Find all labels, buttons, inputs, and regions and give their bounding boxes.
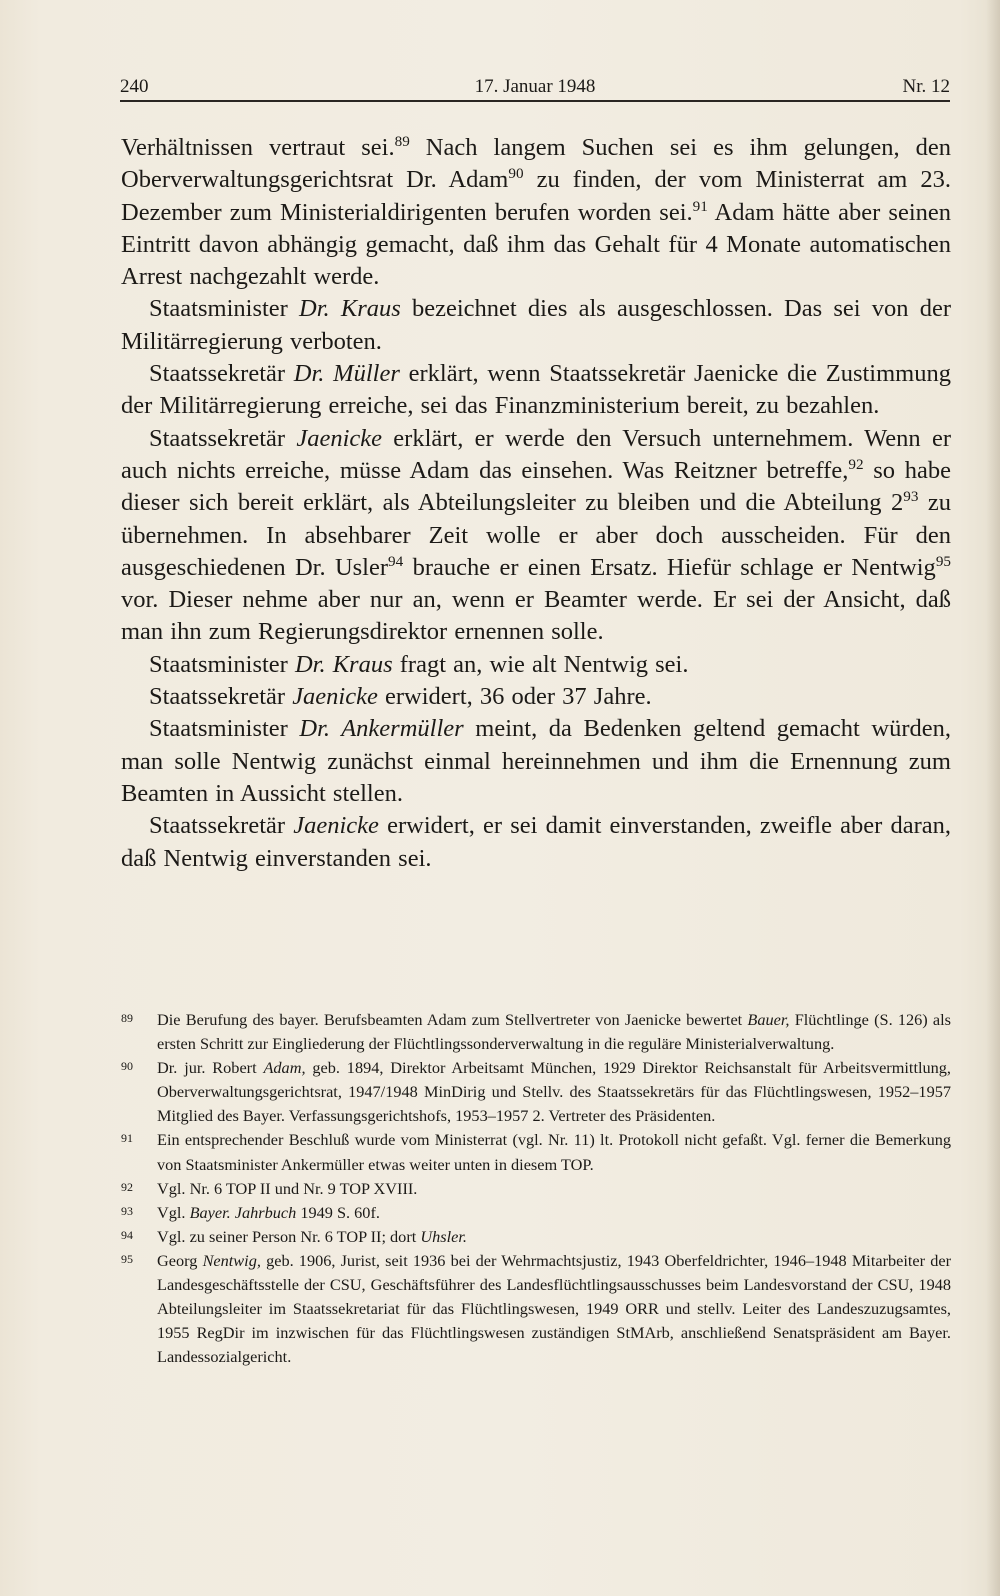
footnote xyxy=(121,1128,951,1176)
italic-name: Dr. Müller xyxy=(293,360,400,388)
text-run: geb. 1906, Jurist, seit 1936 bei der Wehrmachtsjustiz, 1943 Oberfeldrichter, 1946–1948 Mitarbeiter der Landesgeschäftsstelle der CSU, Geschäftsführer des Landesflüchtlingsausschusses beim Landesvorstand der CSU, 1948 Abteilungsleiter im Staatssekretariat für das Flüchtlingswesen, 1949 ORR und stellv. Leiter des Landeszuzugsamtes, 1955 RegDir im inzwischen für das Flüchtlingswesen zuständigen StMArb, anschließend Senatspräsident am Bayer. Landessozialgericht. xyxy=(157,1250,951,1367)
italic-name: Adam, xyxy=(263,1058,306,1078)
footnote xyxy=(121,1056,951,1128)
header-rule xyxy=(120,100,950,102)
footnote xyxy=(121,1201,951,1225)
paragraph xyxy=(121,423,951,649)
paragraph xyxy=(121,132,951,293)
page-number: 240 xyxy=(120,76,149,97)
running-header xyxy=(120,70,950,100)
italic-name: Jaenicke xyxy=(296,424,383,452)
footnote-ref: 92 xyxy=(848,455,864,473)
text-run: bezeichnet dies als ausgeschlossen. Das sei von der Militärregierung verboten. xyxy=(121,295,951,355)
footnote-text xyxy=(157,1177,951,1201)
footnote xyxy=(121,1008,951,1056)
text-run: Staatssekretär xyxy=(149,424,297,452)
text-run: meint, da Bedenken geltend gemacht würden, man solle Nentwig zunächst einmal hereinnehmen und ihm die Ernennung zum Beamten in Aussicht stellen. xyxy=(121,715,951,807)
text-run: erwidert, 36 oder 37 Jahre. xyxy=(377,683,652,711)
footnote-ref: 90 xyxy=(508,165,524,183)
italic-name: Uhsler. xyxy=(420,1226,467,1246)
text-run: Georg xyxy=(157,1250,203,1270)
paragraph xyxy=(121,713,951,810)
text-run: geb. 1894, Direktor Arbeitsamt München, 1929 Direktor Reichsanstalt für Arbeitsvermittlung, Oberverwaltungsgerichtsrat, 1947/1948 MinDirig und Stellv. des Staatssekretärs für das Flüchtlingswesen, 1952–1957 Mitglied des Bayer. Verfassungsgerichtshofs, 1953–1957 2. Vertreter des Präsidenten. xyxy=(157,1058,951,1126)
text-run: Staatsminister xyxy=(149,715,300,743)
footnote-ref: 93 xyxy=(903,488,919,506)
italic-name: Jaenicke xyxy=(292,683,378,711)
italic-name: Bauer, xyxy=(747,1010,790,1029)
text-run: fragt an, wie alt Nentwig sei. xyxy=(392,650,689,678)
footnote-number: 95 xyxy=(121,1251,133,1266)
text-run: Vgl. xyxy=(157,1202,190,1222)
text-run: Nach langem Suchen sei es ihm gelungen, den Oberverwaltungsgerichtsrat Dr. Adam xyxy=(121,134,951,194)
footnote-number: 91 xyxy=(121,1131,133,1146)
paragraph xyxy=(121,810,951,875)
footnote-number: 92 xyxy=(121,1179,133,1194)
text-run: zu übernehmen. In absehbarer Zeit wolle er aber doch ausscheiden. Für den ausgeschiedenen Dr. Usler xyxy=(121,489,952,581)
italic-name: Dr. Ankermüller xyxy=(299,715,464,743)
text-run: Flüchtlinge (S. 126) als ersten Schritt zur Eingliederung der Flüchtlingssonderverwaltung in die reguläre Ministerialverwaltung. xyxy=(157,1010,952,1054)
footnote-text xyxy=(157,1128,951,1176)
footnotes xyxy=(121,1008,951,1369)
italic-name: Bayer. Jahrbuch xyxy=(189,1202,297,1222)
main-text xyxy=(121,132,951,875)
footnote-ref: 91 xyxy=(692,197,708,215)
header-date: 17. Januar 1948 xyxy=(474,76,596,97)
footnote-text xyxy=(157,1249,951,1369)
text-run: Die Berufung des bayer. Berufsbeamten Adam zum Stellvertreter von Jaenicke bewertet xyxy=(157,1010,748,1029)
footnote-ref: 89 xyxy=(394,132,410,150)
italic-name: Dr. Kraus xyxy=(294,650,393,678)
text-run: Staatsminister xyxy=(149,295,300,323)
text-run: Staatssekretär xyxy=(149,812,294,840)
footnote-text xyxy=(157,1201,951,1225)
text-run: Adam hätte aber seinen Eintritt davon abhängig gemacht, daß ihm das Gehalt für 4 Monate automatischen Arrest nachgezahlt werde. xyxy=(121,198,951,291)
text-run: Vgl. Nr. 6 TOP II und Nr. 9 TOP XVIII. xyxy=(157,1178,418,1198)
text-run: brauche er einen Ersatz. Hiefür schlage er Nentwig xyxy=(403,553,936,581)
footnote-number: 89 xyxy=(121,1011,133,1025)
paragraph xyxy=(121,293,951,358)
text-run: erklärt, wenn Staatssekretär Jaenicke die Zustimmung der Militärregierung erreiche, sei das Finanzministerium bereit, zu bezahlen. xyxy=(121,360,951,420)
text-run: zu finden, der vom Ministerrat am 23. Dezember zum Ministerialdirigenten berufen worden sei. xyxy=(121,166,951,226)
text-run: Staatsminister xyxy=(149,650,295,678)
page-edge-shadow xyxy=(986,0,1000,1596)
text-run: Staatssekretär xyxy=(149,360,294,388)
footnote xyxy=(121,1249,951,1369)
document-number: Nr. 12 xyxy=(902,76,950,97)
text-run: erklärt, er werde den Versuch unternehmem. Wenn er auch nichts erreiche, müsse Adam das einsehen. Was Reitzner betreffe, xyxy=(121,424,951,484)
footnote-ref: 94 xyxy=(388,552,404,570)
footnote-text xyxy=(157,1008,951,1056)
text-run: 1949 S. 60f. xyxy=(296,1202,380,1222)
paragraph xyxy=(121,358,951,423)
text-run: vor. Dieser nehme aber nur an, wenn er Beamter werde. Er sei der Ansicht, daß man ihn zum Regierungsdirektor ernennen solle. xyxy=(121,586,951,646)
footnote xyxy=(121,1225,951,1249)
footnote-text xyxy=(157,1056,951,1128)
paragraph xyxy=(121,681,951,713)
italic-name: Nentwig, xyxy=(202,1250,261,1270)
text-run: Ein entsprechender Beschluß wurde vom Ministerrat (vgl. Nr. 11) lt. Protokoll nicht gefaßt. Vgl. ferner die Bemerkung von Staatsminister Ankermüller etwas weiter unten in diesem TOP. xyxy=(157,1130,951,1174)
text-run: Dr. jur. Robert xyxy=(157,1058,264,1078)
footnote-number: 94 xyxy=(121,1227,133,1242)
paragraph xyxy=(121,649,951,681)
footnote-number: 93 xyxy=(121,1203,133,1218)
footnote-text xyxy=(157,1225,951,1249)
italic-name: Jaenicke xyxy=(293,812,379,840)
text-run: Verhältnissen vertraut sei. xyxy=(121,134,395,161)
text-run: so habe dieser sich bereit erklärt, als Abteilungsleiter zu bleiben und die Abteilung 2 xyxy=(121,456,951,517)
footnote-number: 90 xyxy=(121,1059,133,1074)
text-run: Vgl. zu seiner Person Nr. 6 TOP II; dort xyxy=(157,1226,421,1246)
italic-name: Dr. Kraus xyxy=(299,295,401,323)
footnote-ref: 95 xyxy=(935,552,951,570)
text-run: erwidert, er sei damit einverstanden, zweifle aber daran, daß Nentwig einverstanden sei. xyxy=(121,812,952,872)
footnote xyxy=(121,1177,951,1201)
text-run: Staatssekretär xyxy=(149,683,293,711)
